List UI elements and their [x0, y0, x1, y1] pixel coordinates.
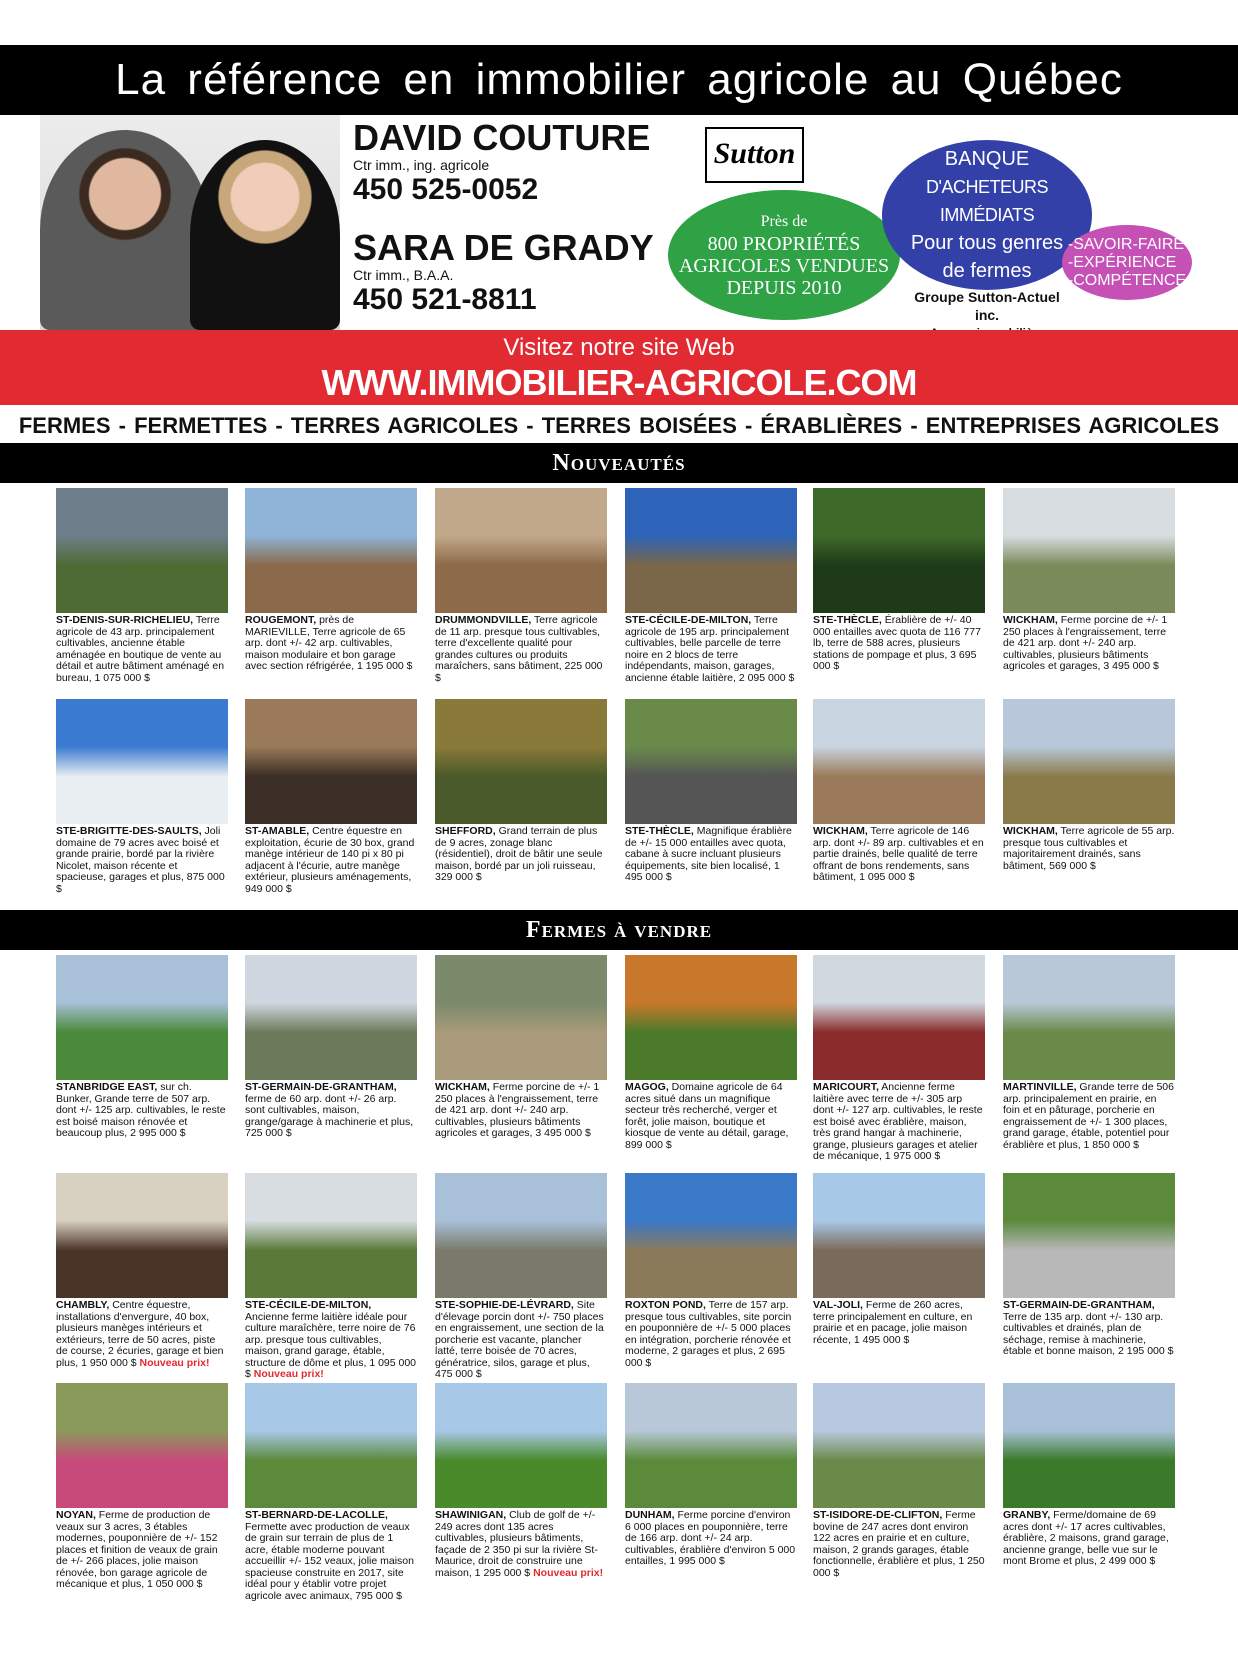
listing-details: Club de golf de +/- 249 acres dont 135 acres cultivables, plusieurs bâtiments, façade de 2 350 pi sur la rivière St-Maurice, droit de construire une maison, 1 295 000 $: [435, 1509, 598, 1579]
listing-location: STE-SOPHIE-DE-LÉVRARD,: [435, 1299, 574, 1311]
listing-details: Site d'élevage porcin dont +/- 750 places en engraissement, une section de la porcherie est vacante, plancher latté, terre boisée de 70 acres, génératrice, silos, garage et plus, 475 000 $: [435, 1299, 604, 1380]
new-listing[interactable]: [813, 699, 985, 884]
listing-location: WICKHAM,: [435, 1081, 490, 1093]
listing-location: MARTINVILLE,: [1003, 1081, 1077, 1093]
listing-location: CHAMBLY,: [56, 1299, 110, 1311]
listing-details: Ferme bovine de 247 acres dont environ 122 acres en prairie et en culture, maison, 2 grands garages, étable fonctionnelle, érablière et plus, 1 250 000 $: [813, 1509, 985, 1579]
sold-properties-bubble: [668, 190, 900, 320]
listing-description: [435, 1510, 607, 1579]
new-listing[interactable]: [1003, 699, 1175, 872]
farm-listing[interactable]: [813, 1173, 985, 1346]
website-prompt: Visitez notre site Web: [503, 334, 735, 361]
listing-photo[interactable]: [813, 955, 985, 1080]
listing-location: ST-GERMAIN-DE-GRANTHAM,: [1003, 1299, 1155, 1311]
listing-details: Terre agricole de 146 arp. dont +/- 89 arp. cultivables et en partie drainés, belle qualité de terre offrant de bons rendements, sans bâtiment, 1 095 000 $: [813, 825, 984, 883]
sold-line-2: 800 PROPRIÉTÉS: [707, 233, 861, 255]
listing-photo[interactable]: [435, 1383, 607, 1508]
farm-listing[interactable]: [813, 1383, 985, 1579]
listing-description: [1003, 1082, 1175, 1151]
listing-details: ferme de 60 arp. dont +/- 26 arp. sont cultivables, maison, grange/garage à machinerie et plus, 725 000 $: [245, 1092, 414, 1139]
farm-listing[interactable]: [625, 1383, 797, 1568]
property-categories: FERMES - FERMETTES - TERRES AGRICOLES - TERRES BOISÉES - ÉRABLIÈRES - ENTREPRISES AGRICOLES: [18, 413, 1220, 438]
listing-description: [625, 1510, 797, 1568]
listing-photo[interactable]: [56, 699, 228, 824]
farm-listing[interactable]: [1003, 955, 1175, 1151]
listing-details: sur ch. Bunker, Grande terre de 507 arp. dont +/- 125 arp. cultivables, le reste est boisé maison rénovée et beaucoup plus, 2 995 000 $: [56, 1081, 226, 1139]
listing-photo[interactable]: [1003, 1383, 1175, 1508]
farm-listing[interactable]: [56, 1173, 228, 1369]
listing-details: Ancienne ferme laitière avec terre de +/- 305 arp dont +/- 127 arp. cultivables, le reste est boisé avec érablière, maison, très grand hangar à machinerie, grange, plusieurs garages et atelier de mécanique, 1 975 000 $: [813, 1081, 983, 1162]
listing-photo[interactable]: [813, 1383, 985, 1508]
listing-location: VAL-JOLI,: [813, 1299, 863, 1311]
listing-description: [813, 1510, 985, 1579]
listing-description: [435, 1300, 607, 1381]
new-listing[interactable]: [625, 488, 797, 684]
listing-location: STE-CÉCILE-DE-MILTON,: [625, 614, 752, 626]
listing-description: [435, 1082, 607, 1140]
new-listing[interactable]: [56, 488, 228, 684]
listing-photo[interactable]: [435, 488, 607, 613]
listing-details: Ferme de 260 acres, terre principalement en culture, en prairie et en pacage, jolie maison récente, 1 495 000 $: [813, 1299, 973, 1346]
listing-location: STE-THÈCLE,: [625, 825, 694, 837]
agent-name-david: DAVID COUTURE: [353, 117, 651, 158]
listing-photo[interactable]: [813, 1173, 985, 1298]
farm-listing[interactable]: [245, 955, 417, 1140]
new-price-badge: Nouveau prix!: [139, 1356, 210, 1369]
new-price-badge: Nouveau prix!: [253, 1368, 324, 1380]
listing-details: Magnifique érablière de +/- 15 000 entailles avec quota, cabane à sucre incluant plusieurs équipements, site bien localisé, 1 495 000 $: [625, 825, 792, 883]
listing-description: [245, 1082, 417, 1140]
listing-details: Centre équestre, installations d'envergure, 40 box, plusieurs manèges intérieurs et extérieurs, terre de 50 acres, piste de course, 2 écuries, garage et bien plus, 1 950 000 $: [56, 1299, 224, 1369]
listing-location: SHEFFORD,: [435, 825, 496, 837]
farm-listing[interactable]: [1003, 1383, 1175, 1568]
listing-location: STE-BRIGITTE-DES-SAULTS,: [56, 825, 202, 837]
new-price-badge: Nouveau prix!: [533, 1566, 604, 1579]
farm-listing[interactable]: [813, 955, 985, 1163]
listing-location: MARICOURT,: [813, 1081, 879, 1093]
listing-photo[interactable]: [1003, 699, 1175, 824]
listing-location: STE-THÈCLE,: [813, 614, 882, 626]
listing-description: [245, 826, 417, 895]
listing-location: STE-CÉCILE-DE-MILTON,: [245, 1299, 372, 1311]
listing-details: Grand terrain de plus de 9 acres, zonage blanc (résidentiel), droit de bâtir une seule maison, bordé par un joli ruisseau, 329 000 $: [435, 825, 603, 883]
new-listing[interactable]: [1003, 488, 1175, 673]
listing-photo[interactable]: [435, 699, 607, 824]
listing-location: STANBRIDGE EAST,: [56, 1081, 158, 1093]
listing-photo[interactable]: [435, 1173, 607, 1298]
sutton-logo: Sutton: [705, 127, 804, 183]
listing-description: [1003, 1300, 1175, 1358]
buyers-bank-bubble: [882, 140, 1092, 290]
listing-description: [245, 615, 417, 673]
agency-name: Groupe Sutton-Actuel inc.: [914, 289, 1060, 323]
new-listing[interactable]: [435, 699, 607, 884]
farm-listing[interactable]: [245, 1383, 417, 1602]
agent-phone-david[interactable]: 450 525-0052: [353, 173, 539, 206]
sold-line-4: DEPUIS 2010: [726, 277, 842, 299]
listing-photo[interactable]: [625, 955, 797, 1080]
listing-photo[interactable]: [245, 1173, 417, 1298]
new-listing[interactable]: [625, 699, 797, 884]
listing-details: Ferme/domaine de 69 acres dont +/- 17 acres cultivables, érablière, 2 maisons, grand garage, ancienne grange, belle vue sur le mont Brome et plus, 2 499 000 $: [1003, 1509, 1169, 1567]
listing-details: Centre équestre en exploitation, écurie de 30 box, grand manège intérieur de 140 pi x 80 pi adjacent à l'écurie, autre manège extérieur, plusieurs aménagements, 949 000 $: [245, 825, 415, 895]
farm-listing[interactable]: [435, 955, 607, 1140]
farm-listing[interactable]: [245, 1173, 417, 1381]
listing-location: WICKHAM,: [1003, 825, 1058, 837]
agent-title-david: Ctr imm., ing. agricole: [353, 157, 490, 173]
listing-location: ST-ISIDORE-DE-CLIFTON,: [813, 1509, 943, 1521]
listing-location: NOYAN,: [56, 1509, 96, 1521]
listing-description: [625, 1300, 797, 1369]
listing-location: GRANBY,: [1003, 1509, 1051, 1521]
listing-details: Grande terre de 506 arp. principalement en prairie, en foin et en pâturage, porcherie en engraissement de +/- 1 300 places, grand garage, étable, potentiel pour érablière et plus, 1 850 000 $: [1003, 1081, 1174, 1151]
listing-description: [1003, 615, 1175, 673]
listing-photo[interactable]: [625, 488, 797, 613]
listing-location: MAGOG,: [625, 1081, 669, 1093]
agent-photo-david: [40, 130, 210, 330]
listing-location: ROXTON POND,: [625, 1299, 706, 1311]
listing-photo[interactable]: [245, 699, 417, 824]
listing-details: Joli domaine de 79 acres avec boisé et grande prairie, bordé par la rivière Nicolet, maison récente et spacieuse, garages et plus, 875 000 $: [56, 825, 225, 895]
listing-location: ROUGEMONT,: [245, 614, 317, 626]
tagline-banner: La référence en immobilier agricole au Québec: [0, 45, 1238, 115]
buyers-line-3: Pour tous genres: [910, 232, 1064, 254]
listing-details: Terre agricole de 11 arp. presque tous cultivables, terre d'excellente qualité pour grandes cultures ou produits maraîchers, sans bâtiment, 225 000 $: [435, 614, 603, 684]
section-header-farms: Fermes à vendre: [0, 910, 1238, 950]
listing-description: [245, 1510, 417, 1602]
listing-location: ST-GERMAIN-DE-GRANTHAM,: [245, 1081, 397, 1093]
listing-location: SHAWINIGAN,: [435, 1509, 507, 1521]
listing-photo[interactable]: [1003, 1173, 1175, 1298]
listing-photo[interactable]: [56, 955, 228, 1080]
farm-listing[interactable]: [56, 1383, 228, 1591]
listing-photo[interactable]: [245, 955, 417, 1080]
new-listing[interactable]: [56, 699, 228, 895]
listing-location: DRUMMONDVILLE,: [435, 614, 532, 626]
listing-description: [625, 615, 797, 684]
expertise-bubble: [1062, 225, 1192, 300]
listing-details: Ferme porcine de +/- 1 250 places à l'engraissement, terre de 421 arp. dont +/- 240 arp. cultivables, plusieurs bâtiments agricoles et garages, 3 495 000 $: [435, 1081, 600, 1139]
website-banner: [0, 330, 1238, 405]
listing-photo[interactable]: [813, 488, 985, 613]
listing-photo[interactable]: [1003, 488, 1175, 613]
website-url[interactable]: WWW.IMMOBILIER-AGRICOLE.COM: [321, 362, 917, 403]
listing-photo[interactable]: [435, 955, 607, 1080]
listing-description: [435, 615, 607, 684]
listing-details: Ferme de production de veaux sur 3 acres, 3 étables modernes, pouponnière de +/- 152 places et finition de veaux de grain de +/- 266 places, jolie maison rénovée, bon garage agricole de mécanique et plus, 1 050 000 $: [56, 1509, 218, 1590]
agent-title-sara: Ctr imm., B.A.A.: [353, 267, 454, 283]
listing-photo[interactable]: [56, 1173, 228, 1298]
farm-listing[interactable]: [1003, 1173, 1175, 1358]
expertise-line-1: -SAVOIR-FAIRE: [1067, 235, 1185, 253]
listing-photo[interactable]: [245, 488, 417, 613]
listing-description: [56, 1300, 228, 1369]
listing-description: [813, 1082, 985, 1163]
listing-description: [435, 826, 607, 884]
listing-photo[interactable]: [56, 488, 228, 613]
listing-location: ST-DENIS-SUR-RICHELIEU,: [56, 614, 194, 626]
listing-location: WICKHAM,: [1003, 614, 1058, 626]
farm-listing[interactable]: [625, 1173, 797, 1369]
sold-line-3: AGRICOLES VENDUES: [678, 255, 890, 277]
listing-details: Terre de 157 arp. presque tous cultivables, site porcin en pouponnière de +/- 5 000 places en intégration, porcherie rénovée et moderne, 2 garages et plus, 2 695 000 $: [625, 1299, 792, 1369]
listing-photo[interactable]: [625, 699, 797, 824]
agent-name-sara: SARA DE GRADY: [353, 227, 654, 268]
farm-listing[interactable]: [435, 1383, 607, 1579]
listing-location: ST-BERNARD-DE-LACOLLE,: [245, 1509, 388, 1521]
section-header-new: Nouveautés: [0, 443, 1238, 483]
listing-details: Terre agricole de 195 arp. principalement cultivables, belle parcelle de terre noire en 2 blocs de terre indépendants, maison, garages, ancienne étable laitière, 2 095 000 $: [625, 614, 795, 684]
listing-description: [56, 1510, 228, 1591]
listing-description: [245, 1300, 417, 1381]
listing-details: Domaine agricole de 64 acres situé dans un magnifique secteur très recherché, verger et forêt, jolie maison, boutique et kiosque de vente au détail, garage, 899 000 $: [625, 1081, 789, 1151]
farm-listing[interactable]: [625, 955, 797, 1151]
new-listing[interactable]: [813, 488, 985, 673]
listing-description: [625, 826, 797, 884]
listing-photo[interactable]: [813, 699, 985, 824]
listing-description: [813, 615, 985, 673]
listing-description: [56, 1082, 228, 1140]
listing-details: Ferme porcine de +/- 1 250 places à l'engraissement, terre de 421 arp. dont +/- 240 arp. cultivables, plusieurs bâtiments agricoles et garages, 3 495 000 $: [1003, 614, 1168, 672]
listing-photo[interactable]: [625, 1173, 797, 1298]
listing-details: Terre agricole de 55 arp. presque tous cultivables et majoritairement drainés, sans bâtiment, 569 000 $: [1003, 825, 1175, 872]
listing-details: Érablière de +/- 40 000 entailles avec quota de 116 777 lb, terre de 588 acres, plusieurs stations de pompage et plus, 3 695 000 $: [813, 614, 981, 672]
farm-listing[interactable]: [435, 1173, 607, 1381]
sold-line-1: Près de: [760, 213, 808, 230]
listing-description: [1003, 1510, 1175, 1568]
listing-description: [813, 1300, 985, 1346]
listing-details: Ferme porcine d'environ 6 000 places en pouponnière, terre de 166 arp. dont +/- 24 arp. cultivables, érablière d'environ 5 000 entailles, 1 995 000 $: [625, 1509, 796, 1567]
new-listing[interactable]: [245, 488, 417, 673]
expertise-line-2: -EXPÉRIENCE: [1067, 253, 1177, 271]
buyers-line-4: de fermes: [942, 260, 1032, 282]
listing-details: Terre agricole de 43 arp. principalement cultivables, ancienne étable aménagée en boutique de vente au détail et autre bâtiment aménagé en bureau, 1 075 000 $: [56, 614, 225, 684]
listing-photo[interactable]: [625, 1383, 797, 1508]
listing-photo[interactable]: [1003, 955, 1175, 1080]
listing-description: [813, 826, 985, 884]
listing-description: [1003, 826, 1175, 872]
new-listing[interactable]: [245, 699, 417, 895]
agent-photo-sara: [190, 140, 340, 330]
listing-details: Ancienne ferme laitière idéale pour culture maraîchère, terre noire de 76 arp. presque tous cultivables, maison, grand garage, étable, structure de dôme et plus, 1 095 000 $: [245, 1310, 417, 1380]
listing-description: [56, 615, 228, 684]
buyers-line-1: BANQUE: [944, 148, 1030, 170]
listing-photo[interactable]: [56, 1383, 228, 1508]
new-listing[interactable]: [435, 488, 607, 684]
buyers-line-2: D'ACHETEURS IMMÉDIATS: [926, 177, 1048, 225]
listing-description: [625, 1082, 797, 1151]
agents-photo: [40, 115, 340, 330]
listing-description: [56, 826, 228, 895]
listing-location: WICKHAM,: [813, 825, 868, 837]
listing-details: Fermette avec production de veaux de grain sur terrain de plus de 1 acre, étable moderne pouvant accueillir +/- 152 veaux, jolie maison spacieuse construite en 2017, site idéal pour y établir votre projet agricole avec animaux, 795 000 $: [245, 1520, 414, 1602]
listing-details: près de MARIEVILLE, Terre agricole de 65 arp. dont +/- 42 arp. cultivables, maison modulaire et bon garage avec section réfrigérée, 1 195 000 $: [245, 614, 413, 672]
agent-phone-sara[interactable]: 450 521-8811: [353, 283, 537, 316]
listing-location: DUNHAM,: [625, 1509, 675, 1521]
farm-listing[interactable]: [56, 955, 228, 1140]
listing-location: ST-AMABLE,: [245, 825, 310, 837]
expertise-line-3: -COMPÉTENCE: [1067, 271, 1187, 289]
listing-details: Terre de 135 arp. dont +/- 130 arp. cultivables et drainés, plan de séchage, remise à machinerie, étable et bonne maison, 2 195 000 $: [1003, 1310, 1174, 1357]
listing-photo[interactable]: [245, 1383, 417, 1508]
agents-header: [0, 115, 1238, 330]
